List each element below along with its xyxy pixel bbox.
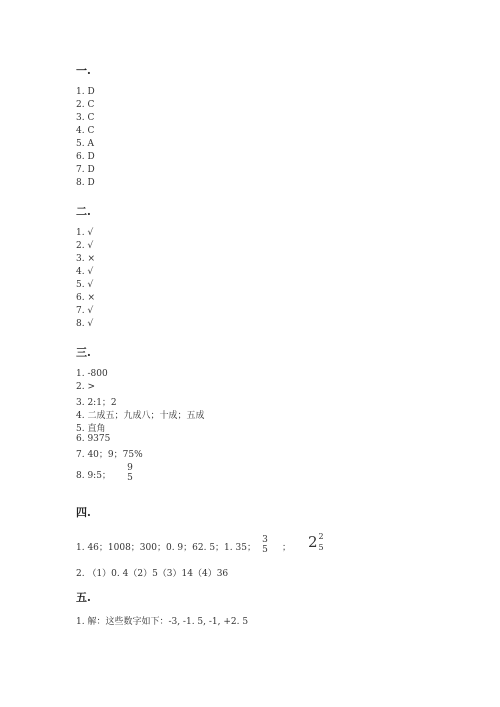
fraction-numerator: 9 [127,463,133,473]
answer-1-5: 5. A [76,139,94,149]
answer-4-1-prefix: 1. 46；1008；300；0. 9；62. 5；1. 35； [76,543,256,553]
answer-5-1: 1. 解：这些数字如下：-3, -1. 5, -1, +2. 5 [76,617,249,627]
section-heading-4: 四. [76,506,91,519]
fraction-denominator: 5 [127,473,133,483]
answer-1-4: 4. C [76,126,95,136]
answer-3-6: 6. 9375 [76,434,111,444]
answer-2-2: 2. √ [76,241,94,251]
mixed-number [308,532,324,552]
answer-3-8-prefix: 8. 9:5； [76,471,111,481]
answer-2-4: 4. √ [76,267,94,277]
answer-1-1: 1. D [76,87,95,97]
answer-2-8: 8. √ [76,319,94,329]
fraction-denominator: 5 [262,545,268,555]
answer-1-6: 6. D [76,152,95,162]
fraction-3-5 [259,535,271,555]
answer-4-1-separator: ； [282,543,292,553]
answer-4-2: 2. （1）0. 4（2）5（3）14（4）36 [76,569,229,579]
answer-1-7: 7. D [76,165,95,175]
fraction-9-5 [124,463,136,483]
answer-1-3: 3. C [76,113,95,123]
mixed-whole: 2 [308,533,318,551]
answer-3-5: 5. 直角 [76,424,106,434]
answer-2-3: 3. × [76,254,95,264]
mixed-denominator: 5 [318,543,324,552]
fraction-numerator: 3 [262,535,268,545]
section-heading-3: 三. [76,346,91,359]
section-heading-2: 二. [76,205,91,218]
answer-3-2: 2. > [76,382,95,392]
answer-1-2: 2. C [76,100,95,110]
section-heading-5: 五. [76,591,91,604]
answer-2-6: 6. × [76,293,95,303]
answer-3-1: 1. -800 [76,369,108,379]
answer-1-8: 8. D [76,178,95,188]
answer-3-3: 3. 2:1；2 [76,398,117,408]
section-heading-1: 一. [76,64,91,77]
mixed-numerator: 2 [318,532,324,541]
answer-2-1: 1. √ [76,228,94,238]
answer-2-7: 7. √ [76,306,94,316]
answer-3-7: 7. 40；9；75% [76,450,143,460]
answer-3-4: 4. 二成五；九成八；十成；五成 [76,411,205,421]
answer-2-5: 5. √ [76,280,94,290]
